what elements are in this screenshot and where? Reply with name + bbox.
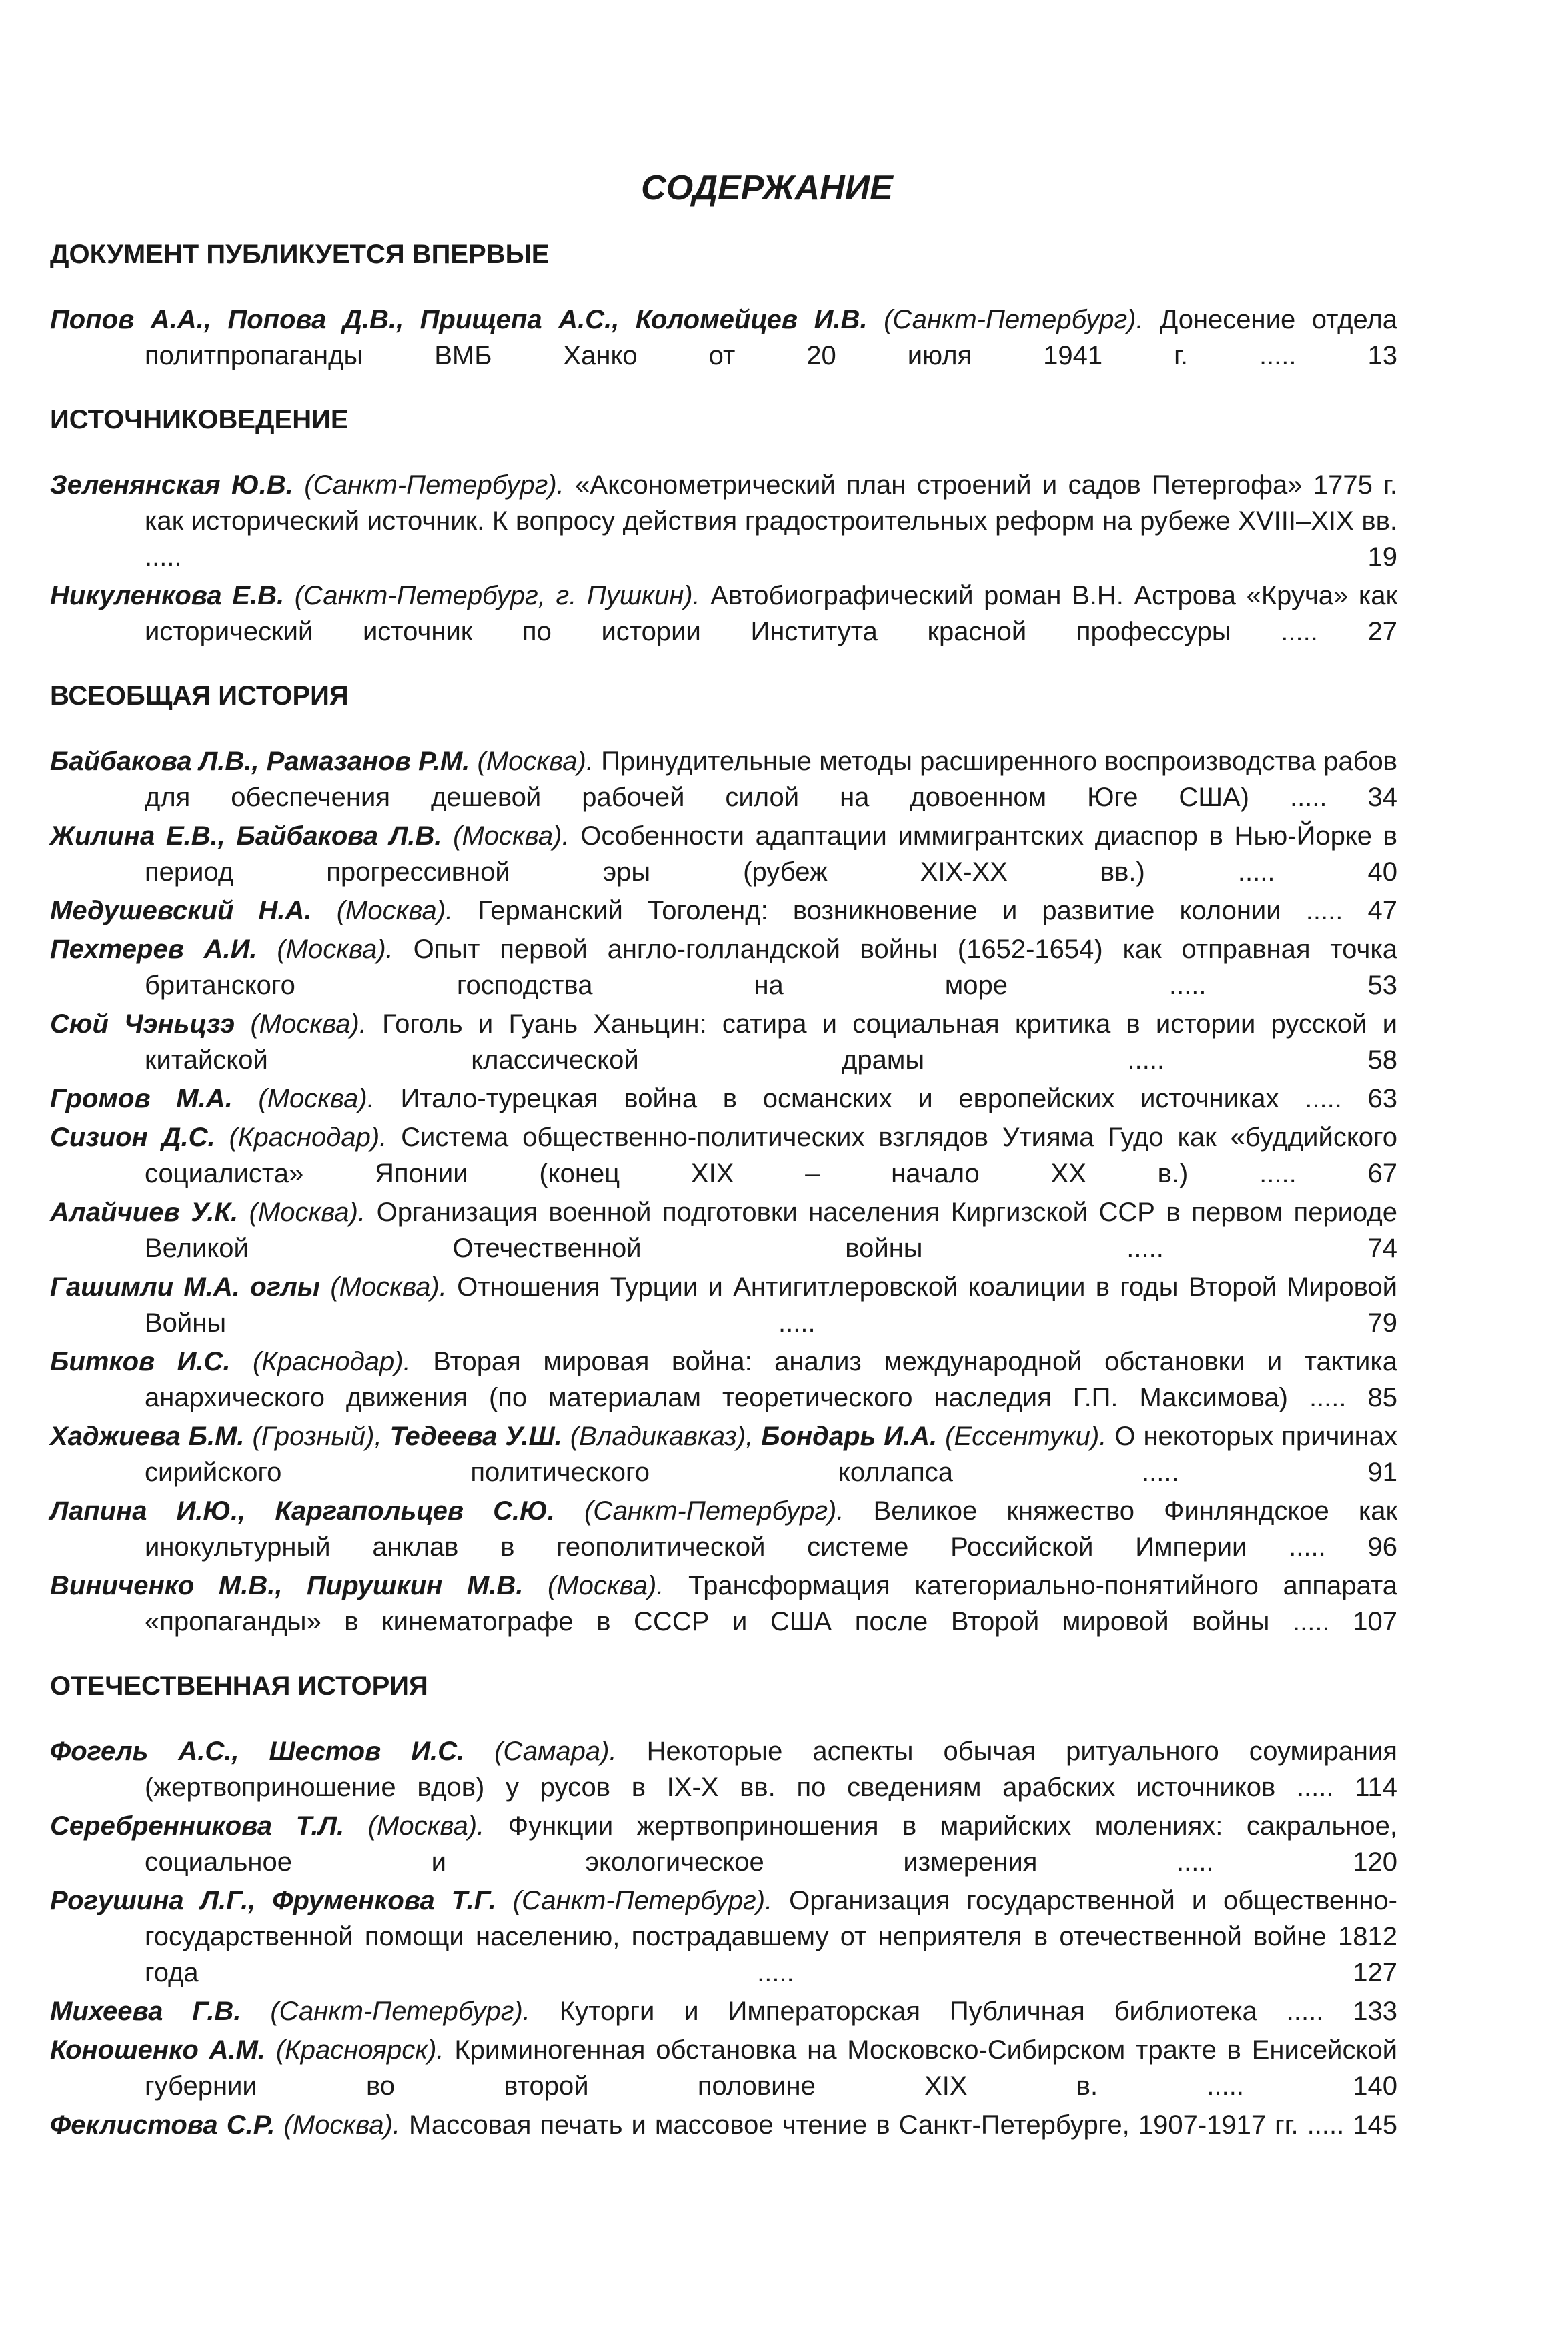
toc-entry — [50, 578, 1397, 650]
entry-page-number: 85 — [1367, 1383, 1397, 1412]
dot-leader: ..... — [1259, 1159, 1297, 1188]
entry-place: (Москва). — [249, 1198, 366, 1227]
dot-leader: ..... — [1177, 1847, 1214, 1877]
dot-leader: ..... — [1307, 2110, 1345, 2140]
entry-page-number: 47 — [1367, 896, 1397, 925]
toc-entry — [50, 1194, 1397, 1266]
dot-leader: ..... — [1281, 617, 1318, 646]
entry-authors: Серебренникова Т.Л. — [50, 1811, 345, 1841]
entry-page-number: 19 — [1367, 542, 1397, 572]
toc-entry — [50, 1808, 1397, 1880]
entry-authors: Пехтерев А.И. — [50, 935, 257, 964]
entry-place: (Санкт-Петербург). — [884, 305, 1144, 334]
entry-title: Некоторые аспекты обычая ритуального соумирания (жертвоприношение вдов) у русов в IX-X вв. по сведениям арабских источников — [145, 1737, 1397, 1802]
entry-place: (Москва). — [250, 1009, 367, 1039]
dot-leader: ..... — [778, 1308, 816, 1338]
entry-page-number: 91 — [1367, 1458, 1397, 1487]
entry-title: Организация государственной и общественно-государственной помощи населению, пострадавшему от неприятеля в отечественной войне 1812 года — [145, 1886, 1397, 1987]
entry-title: Гоголь и Гуань Ханьцин: сатира и социальная критика в истории русской и китайской классической драмы — [145, 1009, 1397, 1075]
entry-page-number: 53 — [1367, 971, 1398, 1000]
entry-title: Принудительные методы расширенного воспроизводства рабов для обеспечения дешевой рабочей силой на довоенном Юге США) — [145, 747, 1397, 812]
entry-title: Система общественно-политических взглядов Утияма Гудо как «буддийского социалиста» Японии (конец XIX – начало XX в.) — [145, 1123, 1397, 1188]
dot-leader: ..... — [1141, 1458, 1179, 1487]
entry-authors: Тедеева У.Ш. — [389, 1422, 562, 1451]
entry-authors: Хаджиева Б.М. — [50, 1422, 245, 1451]
toc-entry — [50, 1418, 1397, 1490]
dot-leader: ..... — [1309, 1383, 1347, 1412]
entry-title: Автобиографический роман В.Н. Астрова «Круча» как исторический источник по истории Института красной профессуры — [145, 581, 1398, 646]
entry-place: (Санкт-Петербург). — [270, 1997, 530, 2026]
entry-place: (Москва). — [453, 821, 570, 851]
entry-authors: Байбакова Л.В., Рамазанов Р.М. — [50, 747, 470, 776]
entry-title: Особенности адаптации иммигрантских диаспор в Нью-Йорке в период прогрессивной эры (рубеж XIX-XX вв.) — [145, 821, 1397, 887]
toc-entry — [50, 1493, 1397, 1565]
toc-entry — [50, 1733, 1397, 1805]
entry-authors: Попов А.А., Попова Д.В., Прищепа А.С., Коломейцев И.В. — [50, 305, 868, 334]
dot-leader: ..... — [1126, 1234, 1164, 1263]
entry-authors: Зеленянская Ю.В. — [50, 470, 293, 500]
toc-entry — [50, 2032, 1397, 2104]
entry-page-number: 120 — [1353, 1847, 1397, 1877]
toc-section — [50, 1668, 1397, 2143]
dot-leader: ..... — [1293, 1607, 1330, 1637]
entry-place: (Санкт-Петербург). — [584, 1496, 844, 1526]
entry-authors: Бондарь И.А. — [761, 1422, 938, 1451]
entry-page-number: 145 — [1353, 2110, 1397, 2140]
entry-title: Трансформация категориально-понятийного аппарата «пропаганды» в кинематографе в СССР и США после Второй мировой войны — [145, 1571, 1397, 1637]
entry-authors: Виниченко М.В., Пирушкин М.В. — [50, 1571, 524, 1600]
entry-title: Функции жертвоприношения в марийских молениях: сакральное, социальное и экологическое измерения — [145, 1811, 1397, 1877]
entry-place: (Красноярск). — [275, 2035, 444, 2065]
toc-entry — [50, 2107, 1397, 2143]
dot-leader: ..... — [1259, 341, 1297, 370]
dot-leader: ..... — [1289, 783, 1327, 812]
entry-authors: Сюй Чэньцзэ — [50, 1009, 235, 1039]
entry-page-number: 140 — [1353, 2071, 1397, 2101]
entry-title: Великое княжество Финляндское как инокультурный анклав в геополитической системе Российской Империи — [145, 1496, 1398, 1562]
entry-title: Отношения Турции и Антигитлеровской коалиции в годы Второй Мировой Войны — [145, 1272, 1397, 1338]
entry-place: (Москва). — [277, 935, 394, 964]
entry-page-number: 79 — [1367, 1308, 1397, 1338]
toc-entry — [50, 1119, 1397, 1192]
entry-place: (Москва). — [330, 1272, 447, 1302]
entry-page-number: 34 — [1367, 783, 1397, 812]
entry-authors: Медушевский Н.А. — [50, 896, 312, 925]
entry-page-number: 107 — [1353, 1607, 1397, 1637]
entry-authors: Рогушина Л.Г., Фруменкова Т.Г. — [50, 1886, 496, 1915]
entry-title: Массовая печать и массовое чтение в Санкт-Петербурге, 1907-1917 гг. — [409, 2110, 1299, 2140]
entry-title: Донесение отдела политпропаганды ВМБ Ханко от 20 июля 1941 г. — [145, 305, 1397, 370]
dot-leader: ..... — [1305, 896, 1343, 925]
toc-section — [50, 236, 1397, 374]
dot-leader: ..... — [1305, 1084, 1342, 1113]
entry-authors: Сизион Д.С. — [50, 1123, 215, 1152]
entry-authors: Битков И.С. — [50, 1347, 231, 1376]
entry-authors: Лапина И.Ю., Каргапольцев С.Ю. — [50, 1496, 555, 1526]
entry-authors: Гашимли М.А. оглы — [50, 1272, 321, 1302]
entry-page-number: 114 — [1355, 1773, 1398, 1802]
entry-page-number: 63 — [1367, 1084, 1397, 1113]
entry-place: (Владикавказ), — [570, 1422, 754, 1451]
entry-authors: Михеева Г.В. — [50, 1997, 241, 2026]
entry-place: (Санкт-Петербург). — [304, 470, 564, 500]
toc-entry — [50, 1883, 1397, 1991]
toc-page — [50, 167, 1397, 2171]
entry-page-number: 133 — [1353, 1997, 1397, 2026]
section-title: ДОКУМЕНТ ПУБЛИКУЕТСЯ ВПЕРВЫЕ — [50, 240, 550, 269]
toc-entry — [50, 1993, 1397, 2029]
dot-leader: ..... — [757, 1958, 794, 1987]
entry-place: (Москва). — [547, 1571, 664, 1600]
section-title: ОТЕЧЕСТВЕННАЯ ИСТОРИЯ — [50, 1671, 428, 1701]
entry-place: (Ессентуки). — [945, 1422, 1107, 1451]
entry-authors: Коношенко А.М. — [50, 2035, 266, 2065]
entry-authors: Феклистова С.Р. — [50, 2110, 275, 2140]
toc-entry — [50, 743, 1397, 815]
entry-title: Организация военной подготовки населения Киргизской ССР в первом периоде Великой Отечественной войны — [145, 1198, 1397, 1263]
dot-leader: ..... — [1289, 1532, 1326, 1562]
toc-entry — [50, 893, 1397, 929]
toc-entry — [50, 1081, 1397, 1117]
entry-place: (Москва). — [336, 896, 454, 925]
dot-leader: ..... — [1237, 857, 1275, 887]
entry-place: (Москва). — [258, 1084, 375, 1113]
entry-title: О некоторых причинах сирийского политического коллапса — [145, 1422, 1397, 1487]
toc-section — [50, 402, 1397, 650]
entry-authors: Алайчиев У.К. — [50, 1198, 239, 1227]
entry-page-number: 96 — [1367, 1532, 1397, 1562]
dot-leader: ..... — [1207, 2071, 1244, 2101]
entry-place: (Самара). — [494, 1737, 617, 1766]
entry-place: (Москва). — [283, 2110, 400, 2140]
entry-place: (Краснодар). — [229, 1123, 387, 1152]
toc-entry — [50, 467, 1397, 575]
dot-leader: ..... — [145, 542, 182, 572]
entry-title: Итало-турецкая война в османских и европейских источниках — [400, 1084, 1279, 1113]
entry-title: Опыт первой англо-голландской войны (1652-1654) как отправная точка британского господства на море — [145, 935, 1397, 1000]
section-title: ВСЕОБЩАЯ ИСТОРИЯ — [50, 681, 349, 711]
entry-place: (Санкт-Петербург, г. Пушкин). — [294, 581, 700, 610]
toc-entry — [50, 1006, 1397, 1078]
toc-entry — [50, 1344, 1397, 1416]
entry-page-number: 127 — [1353, 1958, 1397, 1987]
entry-authors: Никуленкова Е.В. — [50, 581, 285, 610]
entry-place: (Краснодар). — [253, 1347, 411, 1376]
entry-authors: Фогель А.С., Шестов И.С. — [50, 1737, 465, 1766]
entry-title: Криминогенная обстановка на Московско-Сибирском тракте в Енисейской губернии во второй половине XIX в. — [145, 2035, 1397, 2101]
entry-place: (Москва). — [367, 1811, 485, 1841]
section-title: ИСТОЧНИКОВЕДЕНИЕ — [50, 405, 349, 434]
entry-page-number: 27 — [1367, 617, 1397, 646]
toc-entry — [50, 818, 1397, 890]
toc-entry — [50, 1269, 1397, 1341]
entry-authors: Громов М.А. — [50, 1084, 233, 1113]
entry-title: «Аксонометрический план строений и садов Петергофа» 1775 г. как исторический источник. К вопросу действия градостроительных реформ на рубеже XVIII–XIX вв. — [145, 470, 1397, 536]
dot-leader: ..... — [1286, 1997, 1324, 2026]
dot-leader: ..... — [1127, 1045, 1165, 1075]
entry-place: (Санкт-Петербург). — [512, 1886, 773, 1915]
toc-sections — [50, 236, 1397, 2143]
entry-title: Вторая мировая война: анализ международной обстановки и тактика анархического движения (по материалам теоретического наследия Г.П. Максимова) — [145, 1347, 1397, 1412]
entry-page-number: 74 — [1367, 1234, 1397, 1263]
entry-place: (Грозный), — [252, 1422, 382, 1451]
entry-authors: Жилина Е.В., Байбакова Л.В. — [50, 821, 442, 851]
entry-page-number: 13 — [1367, 341, 1397, 370]
toc-entry — [50, 1568, 1397, 1640]
toc-section — [50, 678, 1397, 1640]
toc-entry — [50, 931, 1397, 1003]
entry-place: (Москва). — [477, 747, 594, 776]
entry-page-number: 58 — [1367, 1045, 1397, 1075]
dot-leader: ..... — [1168, 971, 1207, 1000]
toc-entry — [50, 302, 1397, 374]
entry-page-number: 67 — [1367, 1159, 1397, 1188]
page-title: СОДЕРЖАНИЕ — [641, 169, 893, 207]
entry-title: Куторги и Императорская Публичная библиотека — [559, 1997, 1257, 2026]
entry-page-number: 40 — [1367, 857, 1397, 887]
entry-title: Германский Тоголенд: возникновение и развитие колонии — [478, 896, 1281, 925]
dot-leader: ..... — [1296, 1773, 1334, 1802]
